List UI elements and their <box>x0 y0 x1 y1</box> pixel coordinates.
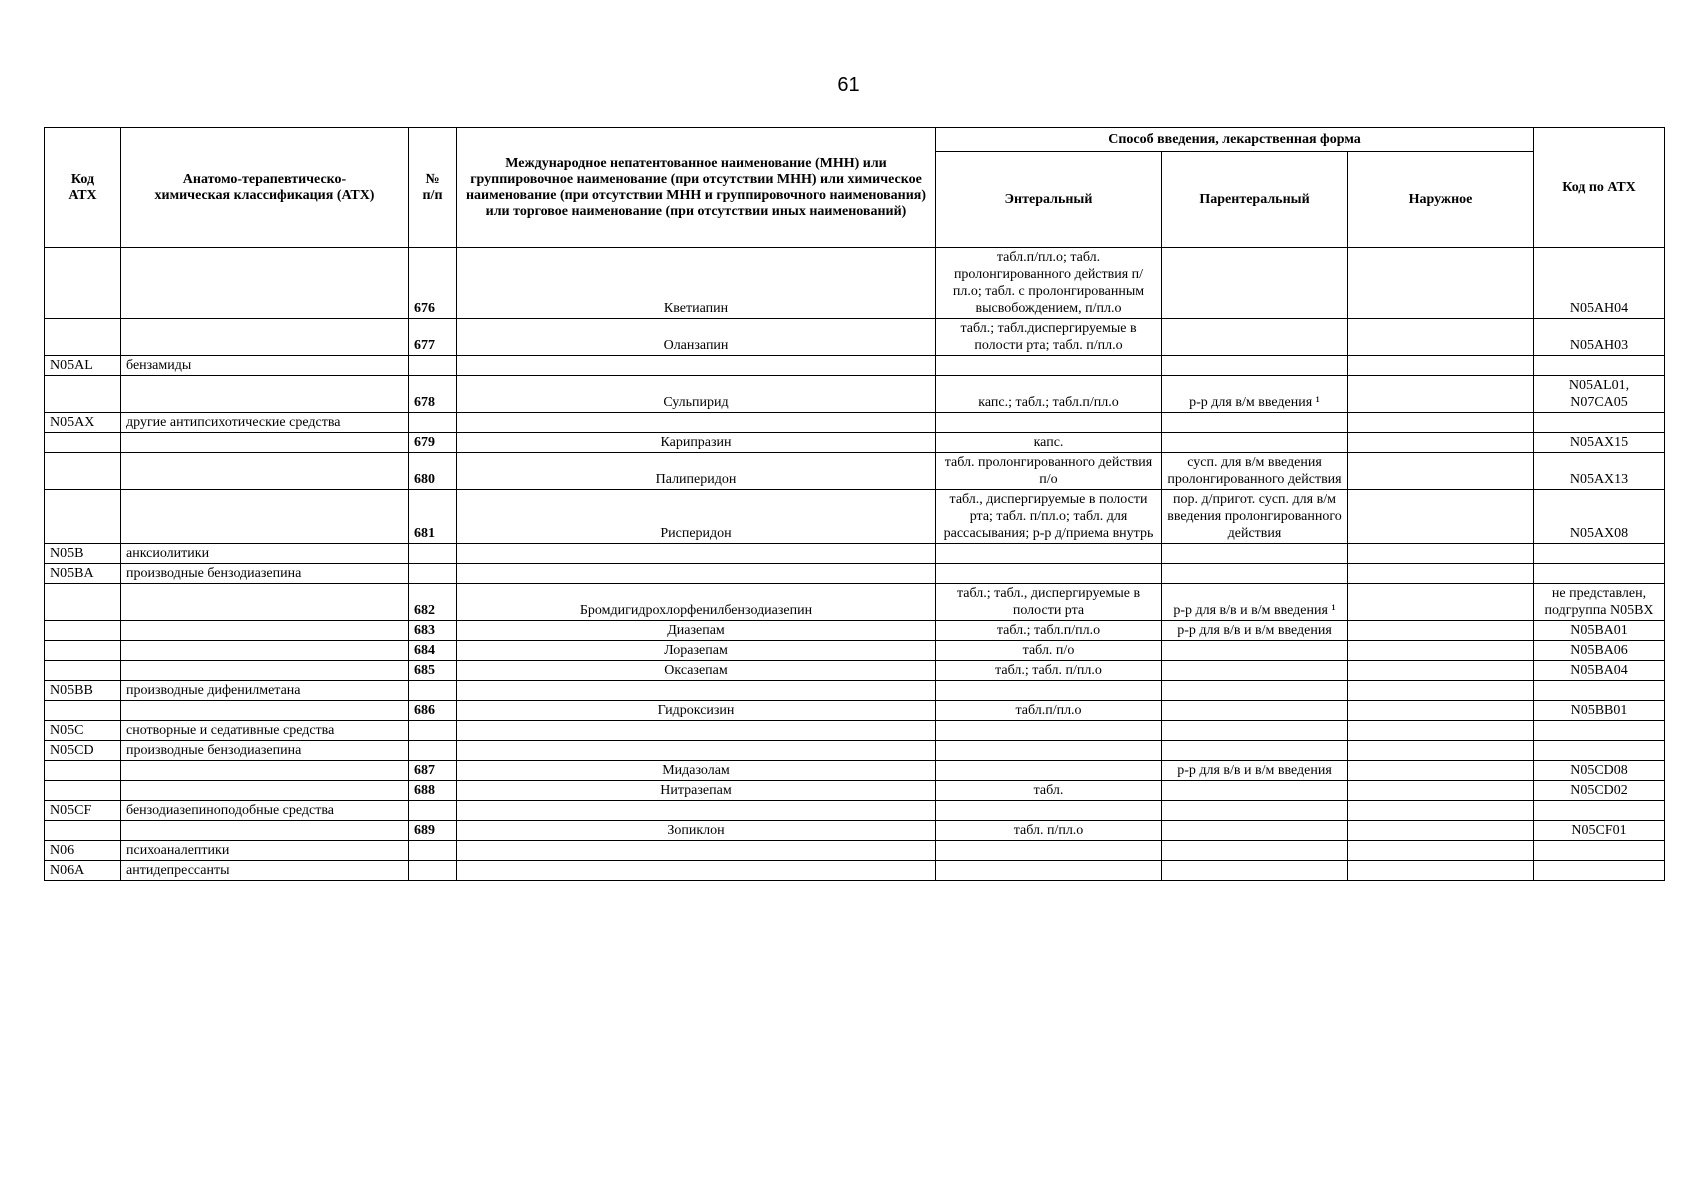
cell-drug-name <box>457 564 936 584</box>
cell-atc-code <box>1534 841 1665 861</box>
cell-number: 679 <box>409 433 457 453</box>
cell-parenteral <box>1162 721 1348 741</box>
cell-number <box>409 681 457 701</box>
cell-external <box>1348 453 1534 490</box>
cell-atx-code: N05AX <box>45 413 121 433</box>
cell-atx-code <box>45 433 121 453</box>
cell-drug-name <box>457 413 936 433</box>
cell-drug-name: Рисперидон <box>457 490 936 544</box>
cell-enteral <box>936 681 1162 701</box>
cell-parenteral <box>1162 821 1348 841</box>
cell-atx-code <box>45 641 121 661</box>
cell-parenteral <box>1162 841 1348 861</box>
page-number: 61 <box>837 74 860 96</box>
cell-enteral <box>936 721 1162 741</box>
cell-atc-code: N05CD02 <box>1534 781 1665 801</box>
group-row <box>45 741 1665 761</box>
cell-atx-code <box>45 701 121 721</box>
cell-atx-code <box>45 621 121 641</box>
drug-row <box>45 248 1665 319</box>
cell-parenteral <box>1162 801 1348 821</box>
cell-atx-code <box>45 761 121 781</box>
cell-external <box>1348 661 1534 681</box>
cell-drug-name <box>457 841 936 861</box>
cell-classification: бензодиазепиноподобные средства <box>121 801 409 821</box>
cell-parenteral: пор. д/пригот. сусп. для в/м введения пролонгированного действия <box>1162 490 1348 544</box>
cell-number: 678 <box>409 376 457 413</box>
cell-atx-code <box>45 781 121 801</box>
cell-drug-name: Бромдигидрохлорфенилбензодиазепин <box>457 584 936 621</box>
cell-classification <box>121 641 409 661</box>
cell-number: 684 <box>409 641 457 661</box>
drug-row <box>45 621 1665 641</box>
cell-enteral <box>936 564 1162 584</box>
cell-enteral: табл. пролонгированного действия п/о <box>936 453 1162 490</box>
cell-number <box>409 741 457 761</box>
cell-drug-name <box>457 801 936 821</box>
cell-atc-code: N05CD08 <box>1534 761 1665 781</box>
cell-enteral <box>936 761 1162 781</box>
cell-parenteral <box>1162 248 1348 319</box>
cell-number <box>409 721 457 741</box>
cell-parenteral: р-р для в/в и в/м введения ¹ <box>1162 584 1348 621</box>
cell-number: 683 <box>409 621 457 641</box>
cell-atc-code: N05AH04 <box>1534 248 1665 319</box>
cell-enteral <box>936 356 1162 376</box>
cell-external <box>1348 564 1534 584</box>
cell-parenteral: р-р для в/в и в/м введения <box>1162 621 1348 641</box>
cell-enteral <box>936 413 1162 433</box>
cell-classification <box>121 248 409 319</box>
cell-atx-code: N05AL <box>45 356 121 376</box>
cell-drug-name: Оланзапин <box>457 319 936 356</box>
cell-atx-code: N05BA <box>45 564 121 584</box>
cell-parenteral <box>1162 356 1348 376</box>
group-row <box>45 356 1665 376</box>
cell-drug-name: Зопиклон <box>457 821 936 841</box>
cell-external <box>1348 319 1534 356</box>
cell-drug-name: Сульпирид <box>457 376 936 413</box>
cell-drug-name: Кветиапин <box>457 248 936 319</box>
cell-external <box>1348 433 1534 453</box>
cell-enteral: табл.п/пл.о <box>936 701 1162 721</box>
cell-atx-code <box>45 453 121 490</box>
cell-atc-code: N05AX15 <box>1534 433 1665 453</box>
cell-drug-name: Гидроксизин <box>457 701 936 721</box>
cell-parenteral <box>1162 741 1348 761</box>
drug-row <box>45 584 1665 621</box>
cell-atc-code: N05AL01, N07CA05 <box>1534 376 1665 413</box>
cell-classification: бензамиды <box>121 356 409 376</box>
cell-classification: антидепрессанты <box>121 861 409 881</box>
group-row <box>45 801 1665 821</box>
group-row <box>45 564 1665 584</box>
cell-parenteral <box>1162 641 1348 661</box>
drug-row <box>45 701 1665 721</box>
cell-classification <box>121 701 409 721</box>
table-header <box>45 128 1665 248</box>
cell-atx-code: N05B <box>45 544 121 564</box>
cell-number <box>409 413 457 433</box>
group-row <box>45 861 1665 881</box>
cell-drug-name <box>457 721 936 741</box>
group-row <box>45 413 1665 433</box>
cell-drug-name: Мидазолам <box>457 761 936 781</box>
cell-external <box>1348 376 1534 413</box>
cell-drug-name: Оксазепам <box>457 661 936 681</box>
cell-number <box>409 564 457 584</box>
cell-number: 689 <box>409 821 457 841</box>
drug-row <box>45 661 1665 681</box>
cell-enteral: табл., диспергируемые в полости рта; табл. п/пл.о; табл. для рассасывания; р-р д/приема внутрь <box>936 490 1162 544</box>
cell-drug-name <box>457 861 936 881</box>
cell-parenteral: сусп. для в/м введения пролонгированного действия <box>1162 453 1348 490</box>
cell-atx-code <box>45 376 121 413</box>
cell-number: 686 <box>409 701 457 721</box>
cell-external <box>1348 248 1534 319</box>
cell-external <box>1348 584 1534 621</box>
cell-enteral: табл.; табл.диспергируемые в полости рта; табл. п/пл.о <box>936 319 1162 356</box>
cell-atx-code: N05BB <box>45 681 121 701</box>
cell-external <box>1348 761 1534 781</box>
cell-enteral <box>936 741 1162 761</box>
cell-number <box>409 356 457 376</box>
cell-number <box>409 861 457 881</box>
cell-enteral: табл.; табл., диспергируемые в полости рта <box>936 584 1162 621</box>
group-row <box>45 544 1665 564</box>
cell-atx-code <box>45 821 121 841</box>
cell-drug-name: Карипразин <box>457 433 936 453</box>
cell-parenteral: р-р для в/м введения ¹ <box>1162 376 1348 413</box>
cell-drug-name <box>457 741 936 761</box>
header-external: Наружное <box>1348 152 1534 248</box>
cell-atx-code <box>45 490 121 544</box>
cell-classification <box>121 621 409 641</box>
cell-classification: снотворные и седативные средства <box>121 721 409 741</box>
cell-atc-code <box>1534 544 1665 564</box>
cell-external <box>1348 781 1534 801</box>
cell-atc-code <box>1534 564 1665 584</box>
cell-classification: анксиолитики <box>121 544 409 564</box>
cell-atc-code <box>1534 721 1665 741</box>
cell-classification <box>121 761 409 781</box>
drug-row <box>45 490 1665 544</box>
cell-atc-code: не представлен, подгруппа N05BX <box>1534 584 1665 621</box>
cell-external <box>1348 841 1534 861</box>
header-name: Международное непатентованное наименование (МНН) или группировочное наименование (при отсутствии МНН) или химическое наименование (при отсутствии МНН и группировочного наименования) или торговое наименование (при отсутствии иных наименований) <box>457 128 936 248</box>
cell-classification: психоаналептики <box>121 841 409 861</box>
cell-enteral: капс.; табл.; табл.п/пл.о <box>936 376 1162 413</box>
drug-row <box>45 761 1665 781</box>
cell-parenteral <box>1162 781 1348 801</box>
cell-parenteral <box>1162 661 1348 681</box>
cell-atc-code <box>1534 356 1665 376</box>
cell-external <box>1348 490 1534 544</box>
cell-atx-code: N05C <box>45 721 121 741</box>
cell-atc-code <box>1534 741 1665 761</box>
cell-parenteral <box>1162 433 1348 453</box>
group-row <box>45 721 1665 741</box>
cell-number <box>409 801 457 821</box>
cell-enteral: капс. <box>936 433 1162 453</box>
cell-enteral <box>936 801 1162 821</box>
drug-row <box>45 319 1665 356</box>
header-code: Код АТХ <box>45 128 121 248</box>
cell-parenteral <box>1162 544 1348 564</box>
cell-atx-code <box>45 319 121 356</box>
drug-row <box>45 641 1665 661</box>
cell-number: 676 <box>409 248 457 319</box>
cell-atc-code: N05BA04 <box>1534 661 1665 681</box>
cell-atc-code <box>1534 861 1665 881</box>
cell-atc-code: N05AX13 <box>1534 453 1665 490</box>
cell-drug-name <box>457 356 936 376</box>
cell-classification <box>121 453 409 490</box>
header-atc: Код по АТХ <box>1534 128 1665 248</box>
cell-classification: производные бензодиазепина <box>121 564 409 584</box>
cell-number: 687 <box>409 761 457 781</box>
cell-atx-code: N05CD <box>45 741 121 761</box>
cell-atc-code: N05BA06 <box>1534 641 1665 661</box>
drug-row <box>45 781 1665 801</box>
cell-number: 688 <box>409 781 457 801</box>
header-classification: Анатомо-терапевтическо- химическая классификация (АТХ) <box>121 128 409 248</box>
cell-number: 677 <box>409 319 457 356</box>
drug-row <box>45 433 1665 453</box>
cell-parenteral: р-р для в/в и в/м введения <box>1162 761 1348 781</box>
cell-external <box>1348 681 1534 701</box>
cell-number: 680 <box>409 453 457 490</box>
cell-drug-name <box>457 681 936 701</box>
cell-parenteral <box>1162 564 1348 584</box>
cell-parenteral <box>1162 681 1348 701</box>
cell-classification: производные бензодиазепина <box>121 741 409 761</box>
drug-table <box>44 127 1665 881</box>
group-row <box>45 841 1665 861</box>
cell-enteral: табл. п/пл.о <box>936 821 1162 841</box>
cell-number: 681 <box>409 490 457 544</box>
header-enteral: Энтеральный <box>936 152 1162 248</box>
drug-row <box>45 821 1665 841</box>
cell-external <box>1348 621 1534 641</box>
cell-atx-code: N06 <box>45 841 121 861</box>
cell-enteral: табл. п/о <box>936 641 1162 661</box>
cell-classification <box>121 376 409 413</box>
table-body <box>45 248 1665 881</box>
cell-external <box>1348 801 1534 821</box>
cell-number <box>409 544 457 564</box>
cell-classification <box>121 433 409 453</box>
cell-external <box>1348 701 1534 721</box>
cell-atx-code: N06A <box>45 861 121 881</box>
cell-number: 685 <box>409 661 457 681</box>
cell-external <box>1348 544 1534 564</box>
cell-enteral: табл. <box>936 781 1162 801</box>
cell-classification: производные дифенилметана <box>121 681 409 701</box>
cell-parenteral <box>1162 861 1348 881</box>
cell-enteral <box>936 544 1162 564</box>
cell-atc-code: N05BA01 <box>1534 621 1665 641</box>
cell-parenteral <box>1162 701 1348 721</box>
header-parenteral: Парентеральный <box>1162 152 1348 248</box>
drug-row <box>45 453 1665 490</box>
cell-atc-code: N05AH03 <box>1534 319 1665 356</box>
cell-number <box>409 841 457 861</box>
cell-parenteral <box>1162 319 1348 356</box>
cell-atx-code <box>45 584 121 621</box>
cell-external <box>1348 356 1534 376</box>
cell-atc-code <box>1534 801 1665 821</box>
cell-classification <box>121 821 409 841</box>
cell-parenteral <box>1162 413 1348 433</box>
cell-classification <box>121 661 409 681</box>
header-number: № п/п <box>409 128 457 248</box>
cell-atx-code: N05CF <box>45 801 121 821</box>
cell-enteral: табл.п/пл.о; табл. пролонгированного действия п/пл.о; табл. с пролонгированным высвобождением, п/пл.о <box>936 248 1162 319</box>
cell-classification <box>121 584 409 621</box>
cell-external <box>1348 721 1534 741</box>
cell-atc-code: N05BB01 <box>1534 701 1665 721</box>
cell-enteral <box>936 841 1162 861</box>
cell-classification <box>121 781 409 801</box>
cell-atc-code: N05CF01 <box>1534 821 1665 841</box>
cell-classification: другие антипсихотические средства <box>121 413 409 433</box>
group-row <box>45 681 1665 701</box>
cell-enteral: табл.; табл.п/пл.о <box>936 621 1162 641</box>
cell-external <box>1348 413 1534 433</box>
cell-external <box>1348 641 1534 661</box>
cell-number: 682 <box>409 584 457 621</box>
cell-atc-code <box>1534 681 1665 701</box>
cell-drug-name: Лоразепам <box>457 641 936 661</box>
cell-external <box>1348 821 1534 841</box>
cell-enteral <box>936 861 1162 881</box>
cell-external <box>1348 741 1534 761</box>
drug-row <box>45 376 1665 413</box>
cell-drug-name: Нитразепам <box>457 781 936 801</box>
cell-drug-name: Палиперидон <box>457 453 936 490</box>
cell-atc-code: N05AX08 <box>1534 490 1665 544</box>
cell-drug-name: Диазепам <box>457 621 936 641</box>
cell-atx-code <box>45 248 121 319</box>
cell-external <box>1348 861 1534 881</box>
cell-atx-code <box>45 661 121 681</box>
cell-classification <box>121 319 409 356</box>
cell-classification <box>121 490 409 544</box>
cell-enteral: табл.; табл. п/пл.о <box>936 661 1162 681</box>
header-route-group: Способ введения, лекарственная форма <box>936 128 1534 152</box>
cell-atc-code <box>1534 413 1665 433</box>
cell-drug-name <box>457 544 936 564</box>
